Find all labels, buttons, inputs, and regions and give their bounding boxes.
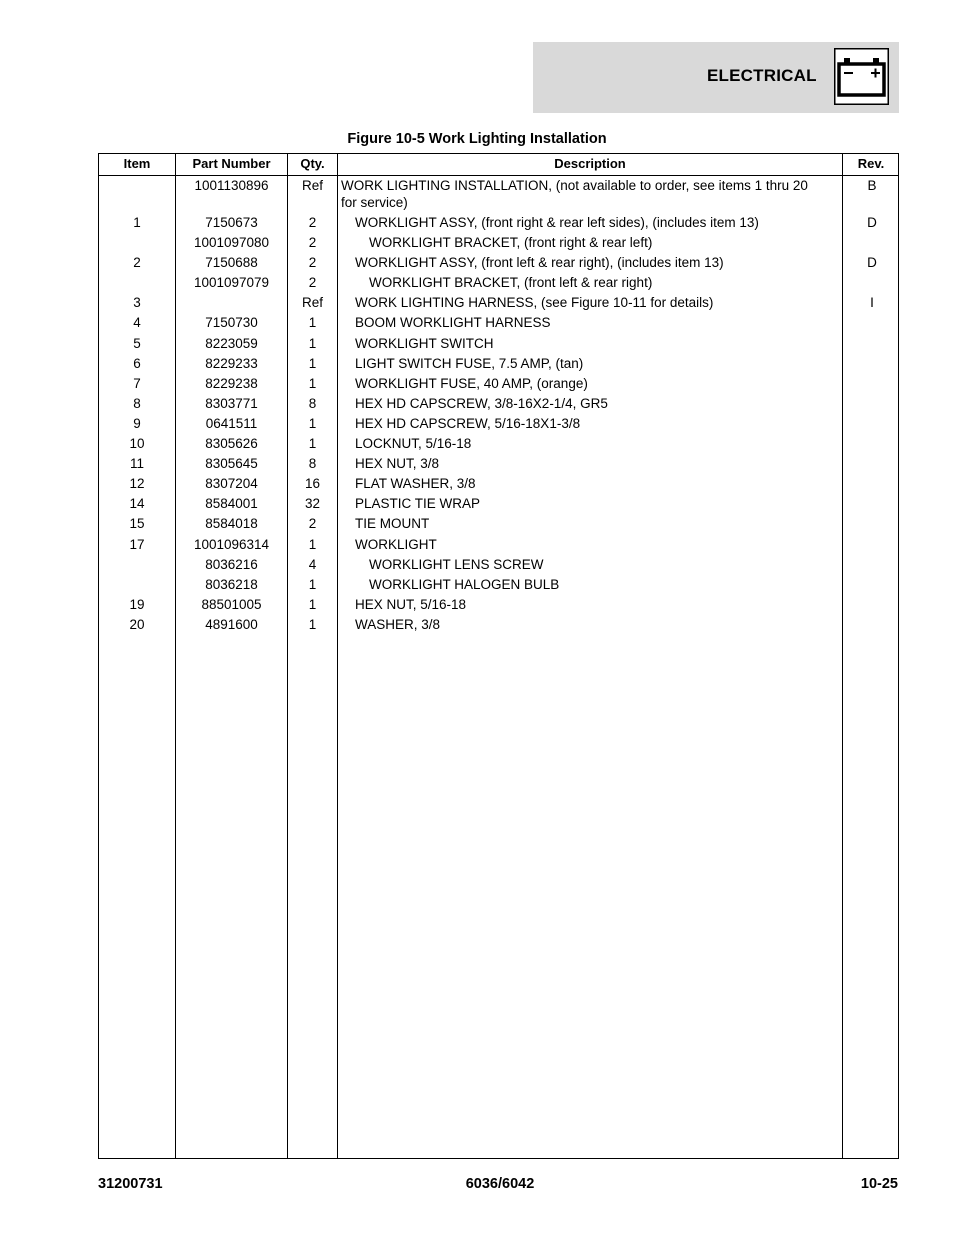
quantity: 1	[308, 415, 317, 431]
description: WORKLIGHT LENS SCREW	[369, 556, 544, 572]
table-row	[99, 395, 898, 415]
part-number: 8307204	[205, 476, 258, 492]
item-number: 3	[133, 295, 141, 311]
description: LOCKNUT, 5/16-18	[355, 436, 472, 452]
quantity: 2	[308, 215, 317, 230]
table-row	[99, 515, 898, 535]
quantity: 1	[308, 536, 317, 552]
table-row	[99, 375, 898, 395]
quantity: 8	[308, 395, 317, 411]
table-row	[99, 177, 898, 214]
part-number: 8036218	[205, 576, 258, 592]
quantity: Ref	[301, 178, 323, 193]
item-number: 9	[133, 415, 141, 431]
table-row	[99, 616, 898, 636]
description: WORKLIGHT SWITCH	[355, 335, 494, 351]
description: WORK LIGHTING HARNESS, (see Figure 10-11 for details)	[355, 295, 714, 311]
part-number: 7150673	[205, 215, 258, 230]
description: WORKLIGHT BRACKET, (front right & rear left)	[369, 235, 653, 251]
description: WORKLIGHT	[355, 536, 437, 552]
table-row	[99, 415, 898, 435]
quantity: 1	[308, 315, 317, 331]
quantity: 1	[308, 355, 317, 371]
quantity: 1	[308, 576, 317, 592]
column-header-description: Description	[554, 156, 626, 171]
description: HEX NUT, 3/8	[355, 456, 440, 472]
revision: B	[867, 178, 877, 193]
part-number: 7150730	[205, 315, 258, 331]
item-number: 10	[129, 436, 145, 452]
revision: I	[870, 295, 874, 311]
item-number: 1	[133, 215, 141, 230]
table-row	[99, 475, 898, 495]
quantity: 4	[308, 556, 317, 572]
item-number: 12	[129, 476, 145, 492]
description: HEX HD CAPSCREW, 5/16-18X1-3/8	[355, 415, 581, 431]
table-row	[99, 234, 898, 254]
item-number: 17	[129, 536, 145, 552]
part-number: 8305626	[205, 436, 258, 452]
column-header-item: Item	[123, 156, 151, 171]
table-row	[99, 335, 898, 355]
table-row	[99, 596, 898, 616]
figure-title: Figure 10-5 Work Lighting Installation	[347, 131, 607, 147]
table-row	[99, 435, 898, 455]
part-number: 1001097079	[193, 275, 270, 291]
table-row	[99, 355, 898, 375]
part-number: 8584001	[205, 496, 258, 512]
header-divider	[99, 175, 898, 176]
table-row	[99, 254, 898, 274]
table-row	[99, 455, 898, 475]
item-number: 8	[133, 395, 141, 411]
revision: D	[867, 215, 877, 230]
description: WORKLIGHT ASSY, (front left & rear right), (includes item 13)	[355, 255, 724, 271]
description: BOOM WORKLIGHT HARNESS	[355, 315, 551, 331]
table-row	[99, 536, 898, 556]
quantity: 2	[308, 255, 317, 271]
part-number: 4891600	[205, 616, 258, 632]
table-row	[99, 294, 898, 314]
part-number: 8229238	[205, 375, 258, 391]
description: WASHER, 3/8	[355, 616, 441, 632]
item-number: 15	[129, 516, 145, 532]
quantity: 1	[308, 596, 317, 612]
item-number: 5	[133, 335, 141, 351]
part-number: 0641511	[205, 415, 258, 431]
part-number: 8584018	[205, 516, 258, 532]
table-row	[99, 314, 898, 334]
revision: D	[867, 255, 877, 271]
description: WORK LIGHTING INSTALLATION, (not available to order, see items 1 thru 20	[341, 178, 808, 193]
item-number: 7	[133, 375, 141, 391]
description: HEX HD CAPSCREW, 3/8-16X2-1/4, GR5	[355, 395, 608, 411]
table-row	[99, 214, 898, 234]
item-number: 14	[129, 496, 145, 512]
description: FLAT WASHER, 3/8	[355, 476, 476, 492]
description: WORKLIGHT BRACKET, (front left & rear right)	[369, 275, 653, 291]
table-row	[99, 495, 898, 515]
section-title: ELECTRICAL	[707, 66, 817, 85]
footer-page-number: 10-25	[860, 1176, 898, 1192]
description: TIE MOUNT	[355, 516, 430, 532]
description: WORKLIGHT ASSY, (front right & rear left sides), (includes item 13)	[355, 215, 759, 230]
part-number: 1001096314	[193, 536, 270, 552]
description: WORKLIGHT HALOGEN BULB	[369, 576, 560, 592]
quantity: Ref	[301, 295, 323, 311]
part-number: 8305645	[205, 456, 258, 472]
part-number: 8036216	[205, 556, 258, 572]
item-number: 2	[133, 255, 141, 271]
column-header-rev: Rev.	[857, 156, 885, 171]
part-number: 7150688	[205, 255, 258, 271]
table-row	[99, 556, 898, 576]
item-number: 11	[129, 456, 144, 472]
description: WORKLIGHT FUSE, 40 AMP, (orange)	[355, 375, 588, 391]
item-number: 4	[133, 315, 141, 331]
table-body	[99, 177, 898, 636]
parts-table	[98, 153, 899, 1159]
column-header-part-number: Part Number	[192, 156, 271, 171]
quantity: 1	[308, 436, 317, 452]
table-row	[99, 576, 898, 596]
footer-doc-number: 31200731	[98, 1176, 163, 1192]
part-number: 1001097080	[193, 235, 270, 251]
footer-model: 6036/6042	[465, 1176, 535, 1192]
quantity: 1	[308, 616, 317, 632]
table-row	[99, 274, 898, 294]
quantity: 1	[308, 375, 317, 391]
part-number: 1001130896	[194, 178, 269, 193]
description: LIGHT SWITCH FUSE, 7.5 AMP, (tan)	[355, 355, 584, 371]
part-number: 8303771	[205, 395, 258, 411]
part-number: 8229233	[205, 355, 258, 371]
item-number: 6	[133, 355, 141, 371]
quantity: 8	[308, 456, 317, 472]
quantity: 1	[308, 335, 317, 351]
part-number: 8223059	[205, 335, 258, 351]
part-number: 88501005	[201, 596, 262, 612]
quantity: 2	[308, 275, 317, 291]
column-header-qty: Qty.	[300, 156, 325, 171]
battery-icon	[834, 48, 889, 105]
quantity: 32	[304, 496, 321, 512]
quantity: 2	[308, 235, 317, 251]
quantity: 2	[308, 516, 317, 532]
item-number: 20	[129, 616, 145, 632]
description-continued: for service)	[341, 195, 408, 210]
quantity: 16	[304, 476, 321, 492]
description: HEX NUT, 5/16-18	[355, 596, 467, 612]
item-number: 19	[129, 596, 145, 612]
description: PLASTIC TIE WRAP	[355, 496, 481, 512]
